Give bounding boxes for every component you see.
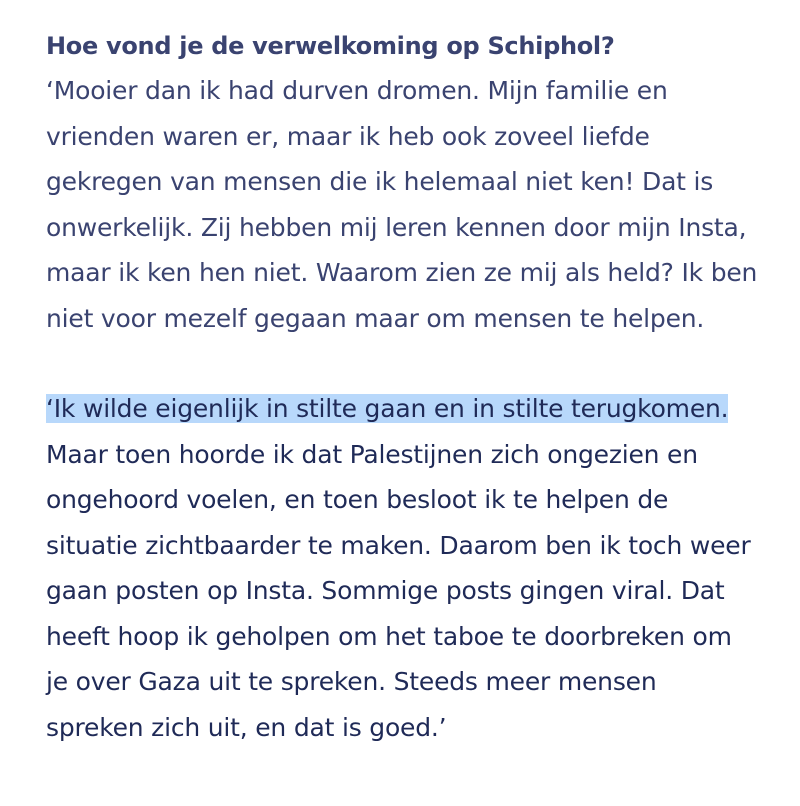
answer-paragraph-1[interactable]: ‘Mooier dan ik had durven dromen. Mijn familie en vrienden waren er, maar ik heb ook zoveel liefde gekregen van mensen die ik helemaal niet ken! Dat is onwerkelijk. Zij hebben mij leren kennen door mijn Insta, maar ik ken hen niet. Waarom zien ze mij als held? Ik ben niet voor mezelf gegaan maar om mensen te helpen. [46,76,758,333]
answer-paragraph-2-rest: Maar toen hoorde ik dat Palestijnen zich ongezien en ongehoord voelen, en toen besloot ik te helpen de situatie zichtbaarder te maken. Daarom ben ik toch weer gaan posten op Insta. Sommige posts gingen viral. Dat heeft hoop ik geholpen om het taboe te doorbreken om je over Gaza uit te spreken. Steeds meer mensen spreken zich uit, en dat is goed.’ [46,439,751,742]
interview-question: Hoe vond je de verwelkoming op Schiphol? [46,32,615,60]
answer-paragraph-2[interactable] [46,386,760,750]
selected-text-highlight[interactable]: ‘Ik wilde eigenlijk in stilte gaan en in stilte terugkomen. [46,394,729,423]
